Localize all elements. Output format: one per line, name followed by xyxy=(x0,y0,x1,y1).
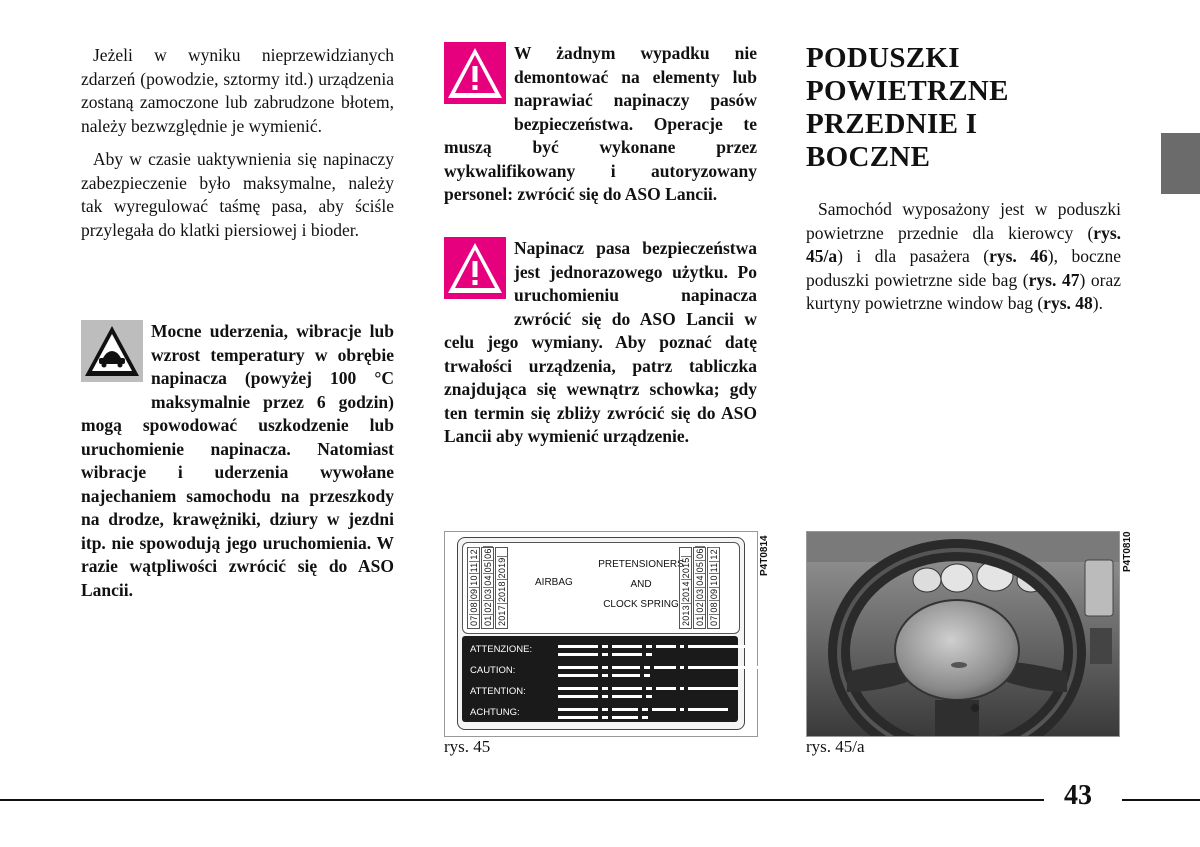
column-1 xyxy=(81,44,394,242)
date-cell: 2018 xyxy=(497,581,507,603)
warning-language-label: ATTENTION: xyxy=(470,686,526,697)
page-number: 43 xyxy=(1064,780,1092,811)
steering-wheel-photo xyxy=(807,532,1119,736)
redacted-text-bar xyxy=(602,666,608,669)
intro-text: ), boczne poduszki powietrzne side bag ( xyxy=(806,246,1121,290)
figure-45-caption: rys. 45 xyxy=(444,737,491,756)
warning-language-label: ATTENZIONE: xyxy=(470,644,533,655)
warning-row xyxy=(470,684,730,702)
date-column xyxy=(481,547,494,629)
redacted-text-bar xyxy=(656,687,676,690)
warning-triangle-icon xyxy=(444,42,506,109)
airbag-intro xyxy=(806,198,1121,316)
redacted-text-bar xyxy=(688,687,738,690)
date-cell: 02 xyxy=(695,602,705,613)
footer-rule-right xyxy=(1122,799,1200,801)
redacted-text-bar xyxy=(646,695,652,698)
redacted-text-bar xyxy=(612,666,640,669)
warning-text-2: Napinacz pasa bezpieczeństwa jest jednorazowego użytku. Po uruchomieniu napinacza zwrócić się do ASO Lancii w celu jego wymiany. Aby poznać datę trwałości urządzenia, patrz tabliczka znajdująca się wewnątrz schowka; gdy ten termin się zbliży zwrócić się do ASO Lancii aby wymienić urządzenie. xyxy=(444,238,757,446)
redacted-text-bar xyxy=(642,708,648,711)
date-cell: 2015 xyxy=(681,557,691,579)
redacted-text-bar xyxy=(558,653,598,656)
airbag-label: AIRBAG xyxy=(535,577,573,588)
date-cell: 12 xyxy=(709,549,719,560)
date-cell: 04 xyxy=(695,575,705,586)
intro-text: ) oraz kurtyny powietrzne window bag ( xyxy=(806,269,1121,313)
footer-rule-left xyxy=(0,799,1044,801)
car-warning-icon xyxy=(81,320,143,387)
date-cell: 2017 xyxy=(497,605,507,626)
date-grid-airbag xyxy=(467,547,523,629)
redacted-text-bar xyxy=(558,716,598,719)
date-grid-pretensioners xyxy=(679,547,735,629)
redacted-text-bar xyxy=(688,666,758,669)
section-heading: PODUSZKI POWIETRZNE PRZEDNIE I BOCZNE xyxy=(806,42,1009,173)
redacted-text-bar xyxy=(602,687,608,690)
date-cell: 2014 xyxy=(681,581,691,603)
warning-language-label: CAUTION: xyxy=(470,665,516,676)
warning-text-1: W żadnym wypadku nie demontować na elementy lub naprawiać napinaczy pasów bezpieczeństwa. Operacje te muszą być wykonane przez wykwalifikowany i autoryzowany personel: zwrócić się do ASO Lancii. xyxy=(444,43,757,204)
pretensioners-line-3: CLOCK SPRING xyxy=(603,599,679,610)
redacted-text-bar xyxy=(680,687,684,690)
date-cell: 05 xyxy=(483,561,493,573)
warning-row xyxy=(470,642,730,660)
redacted-text-bar xyxy=(612,708,638,711)
redacted-text-bar xyxy=(642,716,648,719)
redacted-text-bar xyxy=(612,645,642,648)
date-cell: 08 xyxy=(469,602,479,613)
redacted-text-bar xyxy=(558,674,598,677)
figure-45a-code: P4T0810 xyxy=(1122,531,1133,572)
label-panel xyxy=(457,537,745,730)
date-cell: 06 xyxy=(695,548,705,559)
paragraph-belt-adjust: Aby w czasie uaktywnienia się napinaczy zabezpieczenie było maksymalne, należy tak wyregulować taśmę pasa, aby ściśle przylegała do klatki piersiowej i bioder. xyxy=(81,149,394,240)
date-cell: 03 xyxy=(483,588,493,600)
date-cell: 09 xyxy=(709,588,719,600)
pretensioners-label xyxy=(591,555,691,615)
date-cell: 04 xyxy=(483,575,493,586)
date-cell: 09 xyxy=(469,588,479,600)
redacted-text-bar xyxy=(652,708,676,711)
date-column xyxy=(467,547,480,629)
figure-reference: rys. 48 xyxy=(1043,293,1093,313)
redacted-text-bar xyxy=(688,645,748,648)
figure-reference: rys. 45/a xyxy=(806,222,1121,266)
car-warning-block xyxy=(81,320,394,602)
redacted-text-bar xyxy=(602,716,608,719)
redacted-text-bar xyxy=(558,666,598,669)
date-cell: 2013 xyxy=(681,605,691,626)
paragraph-flood: Jeżeli w wyniku nieprzewidzianych zdarzeń (powodzie, sztormy itd.) urządzenia zostaną zamoczone lub zabrudzone błotem, należy bezwzględnie je wymienić. xyxy=(81,45,394,136)
redacted-text-bar xyxy=(602,674,608,677)
date-cell: 05 xyxy=(695,561,705,573)
figure-reference: rys. 46 xyxy=(989,246,1048,266)
redacted-text-bar xyxy=(646,645,652,648)
warning-triangle-icon xyxy=(444,237,506,304)
date-cell: 11 xyxy=(709,562,719,573)
section-tab xyxy=(1161,133,1200,194)
figure-45 xyxy=(444,531,758,737)
date-cell: 08 xyxy=(709,602,719,613)
redacted-text-bar xyxy=(558,708,598,711)
warning-row xyxy=(470,663,730,681)
date-cell: 06 xyxy=(483,548,493,559)
redacted-text-bar xyxy=(558,695,598,698)
date-column xyxy=(707,547,720,629)
date-cell: 2019 xyxy=(497,557,507,579)
redacted-text-bar xyxy=(602,708,608,711)
car-warning-text: Mocne uderzenia, wibracje lub wzrost temperatury w obrębie napinacza (powyżej 100 °C maksymalnie przez 6 godzin) mogą spowodować uszkodzenie lub uruchomienie napinacza. Natomiast wibracje i uderzenia wywołane najechaniem samochodu na przeszkody na drodze, krawężniki, dziury w jezdni itp. nie spowodują jego uruchomienia. W razie wątpliwości zwrócić się do ASO Lancii. xyxy=(81,321,394,600)
warning-area xyxy=(462,636,738,722)
redacted-text-bar xyxy=(654,666,676,669)
warning-row xyxy=(470,705,730,723)
date-column xyxy=(679,547,692,629)
intro-text: ). xyxy=(1092,293,1103,313)
redacted-text-bar xyxy=(644,674,650,677)
redacted-text-bar xyxy=(612,716,638,719)
warning-language-label: ACHTUNG: xyxy=(470,707,520,718)
date-cell: 10 xyxy=(469,575,479,586)
redacted-text-bar xyxy=(602,695,608,698)
date-column xyxy=(495,547,508,629)
figure-reference: rys. 47 xyxy=(1028,269,1080,290)
date-area xyxy=(462,542,740,634)
redacted-text-bar xyxy=(644,666,650,669)
date-cell: 11 xyxy=(469,562,479,573)
redacted-text-bar xyxy=(612,687,642,690)
redacted-text-bar xyxy=(680,708,684,711)
date-cell: 12 xyxy=(469,549,479,560)
redacted-text-bar xyxy=(646,653,652,656)
redacted-text-bar xyxy=(646,687,652,690)
redacted-text-bar xyxy=(558,687,598,690)
date-cell: 01 xyxy=(483,615,493,626)
redacted-text-bar xyxy=(612,695,642,698)
figure-45a-caption: rys. 45/a xyxy=(806,737,865,756)
date-cell: 03 xyxy=(695,588,705,600)
figure-45a xyxy=(806,531,1120,737)
redacted-text-bar xyxy=(612,674,640,677)
date-cell: 07 xyxy=(709,615,719,626)
redacted-text-bar xyxy=(612,653,642,656)
redacted-text-bar xyxy=(656,645,676,648)
warning-block-2 xyxy=(444,237,757,449)
column-3 xyxy=(806,198,1121,316)
date-cell: 10 xyxy=(709,575,719,586)
redacted-text-bar xyxy=(680,666,684,669)
intro-text: Samochód wyposażony jest w poduszki powietrzne przednie dla kierowcy ( xyxy=(806,199,1121,243)
date-column xyxy=(693,547,706,629)
redacted-text-bar xyxy=(558,645,598,648)
redacted-text-bar xyxy=(680,645,684,648)
intro-text: ) i dla pasażera ( xyxy=(837,246,990,266)
pretensioners-line-1: PRETENSIONERS xyxy=(598,559,684,570)
redacted-text-bar xyxy=(602,653,608,656)
redacted-text-bar xyxy=(688,708,728,711)
date-cell: 01 xyxy=(695,615,705,626)
figure-45-code: P4T0814 xyxy=(759,535,770,576)
date-cell: 07 xyxy=(469,615,479,626)
date-cell: 02 xyxy=(483,602,493,613)
redacted-text-bar xyxy=(602,645,608,648)
warning-block-1 xyxy=(444,42,757,207)
pretensioners-line-2: AND xyxy=(630,579,652,590)
